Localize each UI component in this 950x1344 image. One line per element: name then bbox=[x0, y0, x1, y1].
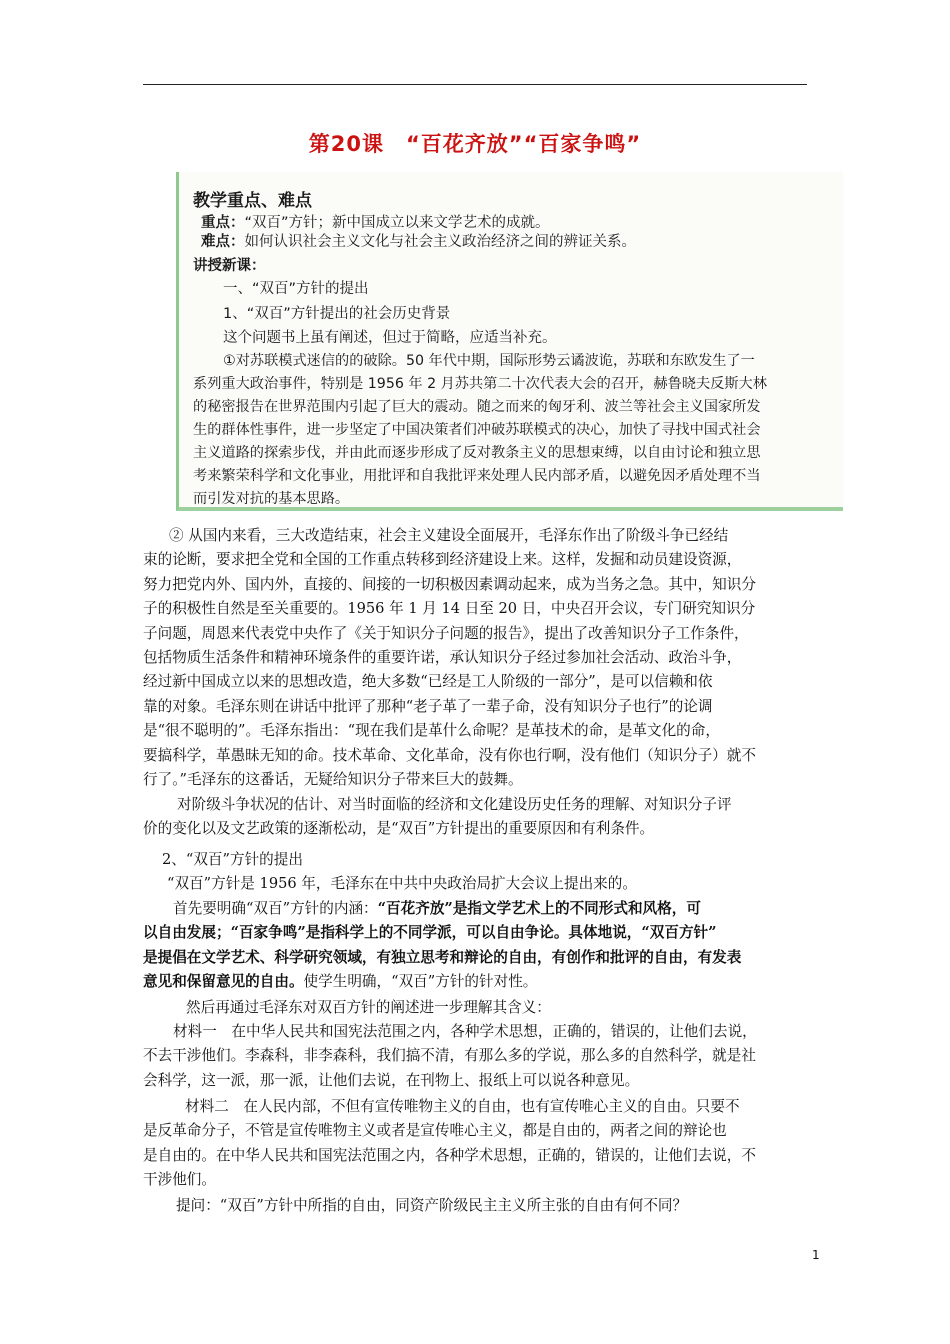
embedded-notes-image bbox=[176, 172, 843, 511]
question: 提问：“双百”方针中所指的自由，同资产阶级民主主义所主张的自由有何不同？ bbox=[176, 1197, 688, 1214]
paragraph-meaning: 首先要明确“双百”方针的内涵：“百花齐放”是指文学艺术上的不同形式和风格，可 以自由发展；“百家争鸣”是指科学上的不同学派，可以自由争论。具体地说，“双百方针” 是提倡在文学艺术、科学研究领域，有独立思考和辩论的自由，有创作和批评的自由，有发表 意见和保留意见的自由。使学生明确，“双百”方针的针对性。 bbox=[143, 900, 742, 991]
focus-line: 重点：“双百”方针；新中国成立以来文学艺术的成就。 bbox=[201, 215, 550, 231]
header-rule bbox=[143, 84, 807, 85]
image-paragraph-line: 而引发对抗的基本思路。 bbox=[193, 491, 350, 507]
image-heading: 教学重点、难点 bbox=[193, 191, 312, 211]
paragraph-explanation: 然后再通过毛泽东对双百方针的阐述进一步理解其含义： bbox=[186, 999, 551, 1016]
image-paragraph-line: 的秘密报告在世界范围内引起了巨大的震动。随之而来的匈牙利、波兰等社会主义国家所发 bbox=[193, 399, 761, 415]
material-one: 材料一 在中华人民共和国宪法范围之内，各种学术思想，正确的，错误的，让他们去说， 不去干涉他们。李森科，非李森科，我们搞不清，有那么多的学说，那么多的自然科学，就是社 会科学，这一派，那一派，让他们去说，在刊物上、报纸上可以说各种意见。 bbox=[143, 1023, 757, 1089]
paragraph-conditions: 对阶级斗争状况的估计、对当时面临的经济和文化建设历史任务的理解、对知识分子评 价的变化以及文艺政策的逐渐松动，是“双百”方针提出的重要原因和有利条件。 bbox=[143, 796, 732, 838]
new-lesson-label: 讲授新课： bbox=[193, 258, 266, 274]
image-note: 这个问题书上虽有阐述，但过于简略，应适当补充。 bbox=[223, 330, 557, 346]
paragraph-origin: “双百”方针是 1956 年，毛泽东在中共中央政治局扩大会议上提出来的。 bbox=[167, 875, 637, 892]
page-number: 1 bbox=[812, 1248, 820, 1262]
material-two: 材料二 在人民内部，不但有宣传唯物主义的自由，也有宣传唯心主义的自由。只要不 是反革命分子，不管是宣传唯物主义或者是宣传唯心主义，都是自由的，两者之间的辩论也 是自由的。在中华人民共和国宪法范围之内，各种学术思想，正确的，错误的，让他们去说，不 干涉他们。 bbox=[143, 1098, 756, 1189]
image-paragraph-line: 系列重大政治事件，特别是 1956 年 2 月苏共第二十次代表大会的召开，赫鲁晓夫反斯大林 bbox=[193, 376, 767, 392]
image-paragraph-line: 考来繁荣科学和文化事业，用批评和自我批评来处理人民内部矛盾，以避免因矛盾处理不当 bbox=[193, 468, 761, 484]
lesson-title: 第20课 “百花齐放”“百家争鸣” bbox=[308, 132, 642, 156]
subsection-2-heading: 2、“双百”方针的提出 bbox=[162, 851, 303, 868]
image-paragraph-line: ①对苏联模式迷信的的破除。50 年代中期，国际形势云谲波诡，苏联和东欧发生了一 bbox=[223, 353, 755, 369]
paragraph-domestic: ② 从国内来看，三大改造结束，社会主义建设全面展开，毛泽东作出了阶级斗争已经结 束的论断，要求把全党和全国的工作重点转移到经济建设上来。这样，发掘和动员建设资源， 努力把党内外、国内外，直接的、间接的一切积极因素调动起来，成为当务之急。其中，知识分 子的积极性自然是至关重要的。1956 年 1 月 14 日至 20 日，中央召开会议，专门研究知识分 子问题，周恩来代表党中央作了《关于知识分子问题的报告》，提出了改善知识分子工作条件， 包括物质生活条件和精神环境条件的重要许诺，承认知识分子经过参加社会活动、政治斗争， 经过新中国成立以来的思想改造，绝大多数“已经是工人阶级的一部分”，是可以信赖和依 靠的对象。毛泽东则在讲话中批评了那种“老子革了一辈子命，没有知识分子也行”的论调 是“很不聪明的”。毛泽东指出：“现在我们是革什么命呢？是革技术的命，是革文化的命， 要搞科学，革愚昧无知的命。技术革命、文化革命，没有你也行啊，没有他们（知识分子）就不 行了。”毛泽东的这番话，无疑给知识分子带来巨大的鼓舞。 bbox=[143, 527, 756, 789]
image-paragraph-line: 主义道路的探索步伐，并由此而逐步形成了反对教条主义的思想束缚，以自由讨论和独立思 bbox=[193, 445, 761, 461]
subsection-1-heading: 1、“双百”方针提出的社会历史背景 bbox=[223, 306, 451, 322]
image-paragraph-line: 生的群体性事件，进一步坚定了中国决策者们冲破苏联模式的决心，加快了寻找中国式社会 bbox=[193, 422, 761, 438]
section-1-heading: 一、“双百”方针的提出 bbox=[223, 281, 369, 297]
difficulty-line: 难点：如何认识社会主义文化与社会主义政治经济之间的辨证关系。 bbox=[201, 234, 636, 250]
